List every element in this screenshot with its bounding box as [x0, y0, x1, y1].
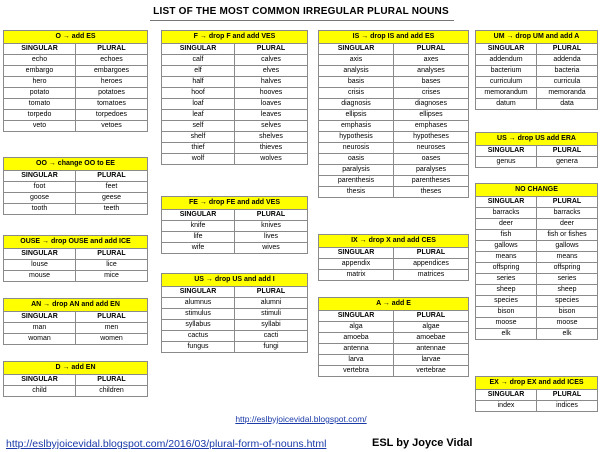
table-row: [162, 320, 308, 331]
singular-cell: wife: [162, 243, 235, 254]
plural-cell: vetoes: [76, 121, 148, 132]
table-row: [476, 252, 598, 263]
table-row: [4, 334, 148, 345]
plural-column-header: PLURAL: [394, 44, 469, 55]
singular-column-header: SINGULAR: [319, 248, 394, 259]
plural-cell: fish or fishes: [537, 230, 598, 241]
singular-cell: fish: [476, 230, 537, 241]
singular-cell: axis: [319, 55, 394, 66]
table-row: [476, 241, 598, 252]
plural-cell: cacti: [235, 331, 308, 342]
plural-cell: potatoes: [76, 88, 148, 99]
table-row: [162, 55, 308, 66]
plural-cell: barracks: [537, 208, 598, 219]
table-row: [476, 329, 598, 340]
table-row: [319, 143, 469, 154]
table-row: [319, 55, 469, 66]
plural-column-header: PLURAL: [76, 375, 148, 386]
table-row: [319, 77, 469, 88]
singular-cell: crisis: [319, 88, 394, 99]
singular-cell: cactus: [162, 331, 235, 342]
rule-header: F → drop F and add VES: [162, 31, 308, 44]
plural-cell: knives: [235, 221, 308, 232]
plural-column-header: PLURAL: [537, 44, 598, 55]
rule-header: AN → drop AN and add EN: [4, 299, 148, 312]
singular-cell: analysis: [319, 66, 394, 77]
table-row: [319, 366, 469, 377]
singular-cell: datum: [476, 99, 537, 110]
singular-column-header: SINGULAR: [319, 311, 394, 322]
plural-cell: offspring: [537, 263, 598, 274]
singular-cell: alga: [319, 322, 394, 333]
rule-header: IX → drop X and add CES: [319, 235, 469, 248]
table-row: [319, 355, 469, 366]
table-row: [319, 110, 469, 121]
singular-cell: parenthesis: [319, 176, 394, 187]
plural-cell: diagnoses: [394, 99, 469, 110]
singular-cell: elk: [476, 329, 537, 340]
table-row: [162, 243, 308, 254]
footer-credit: ESL by Joyce Vidal: [372, 437, 473, 449]
plural-cell: species: [537, 296, 598, 307]
table-row: [319, 259, 469, 270]
rule-header: EX → drop EX and add ICES: [476, 377, 598, 390]
singular-cell: tooth: [4, 204, 76, 215]
table-row: [4, 260, 148, 271]
plural-cell: sheep: [537, 285, 598, 296]
singular-cell: louse: [4, 260, 76, 271]
plural-cell: embargoes: [76, 66, 148, 77]
table-row: [162, 77, 308, 88]
table-row: [476, 230, 598, 241]
table-row: [4, 88, 148, 99]
plural-cell: theses: [394, 187, 469, 198]
singular-cell: hoof: [162, 88, 235, 99]
rule-header: A → add E: [319, 298, 469, 311]
rule-table: [475, 183, 598, 340]
singular-cell: syllabus: [162, 320, 235, 331]
table-row: [476, 318, 598, 329]
plural-cell: algae: [394, 322, 469, 333]
plural-cell: genera: [537, 157, 598, 168]
singular-cell: child: [4, 386, 76, 397]
singular-cell: loaf: [162, 99, 235, 110]
singular-column-header: SINGULAR: [162, 210, 235, 221]
rule-table: [161, 196, 308, 254]
singular-cell: potato: [4, 88, 76, 99]
table-row: [4, 110, 148, 121]
singular-cell: series: [476, 274, 537, 285]
plural-cell: analyses: [394, 66, 469, 77]
plural-cell: axes: [394, 55, 469, 66]
singular-cell: offspring: [476, 263, 537, 274]
rule-table: [3, 235, 148, 282]
singular-cell: curriculum: [476, 77, 537, 88]
plural-cell: appendices: [394, 259, 469, 270]
singular-column-header: SINGULAR: [162, 44, 235, 55]
plural-column-header: PLURAL: [394, 248, 469, 259]
plural-cell: indices: [537, 401, 598, 412]
rule-header: NO CHANGE: [476, 184, 598, 197]
plural-cell: gallows: [537, 241, 598, 252]
table-row: [162, 143, 308, 154]
plural-cell: wives: [235, 243, 308, 254]
singular-cell: emphasis: [319, 121, 394, 132]
plural-cell: curricula: [537, 77, 598, 88]
plural-cell: deer: [537, 219, 598, 230]
table-row: [476, 285, 598, 296]
plural-column-header: PLURAL: [537, 146, 598, 157]
plural-cell: paralyses: [394, 165, 469, 176]
singular-cell: fungus: [162, 342, 235, 353]
plural-column-header: PLURAL: [537, 197, 598, 208]
singular-cell: index: [476, 401, 537, 412]
singular-cell: thesis: [319, 187, 394, 198]
singular-column-header: SINGULAR: [476, 146, 537, 157]
rule-table: [3, 298, 148, 345]
singular-cell: neurosis: [319, 143, 394, 154]
plural-column-header: PLURAL: [76, 171, 148, 182]
singular-cell: appendix: [319, 259, 394, 270]
table-row: [162, 132, 308, 143]
plural-cell: moose: [537, 318, 598, 329]
rule-header: OUSE → drop OUSE and add ICE: [4, 236, 148, 249]
table-row: [162, 331, 308, 342]
blog-link[interactable]: http://eslbyjoicevidal.blogspot.com/: [235, 414, 367, 424]
table-row: [162, 110, 308, 121]
singular-cell: barracks: [476, 208, 537, 219]
singular-cell: mouse: [4, 271, 76, 282]
table-row: [4, 193, 148, 204]
singular-cell: amoeba: [319, 333, 394, 344]
plural-cell: hypotheses: [394, 132, 469, 143]
rule-table: [318, 30, 469, 198]
singular-cell: knife: [162, 221, 235, 232]
singular-cell: moose: [476, 318, 537, 329]
singular-column-header: SINGULAR: [476, 44, 537, 55]
singular-cell: gallows: [476, 241, 537, 252]
table-row: [319, 333, 469, 344]
plural-cell: loaves: [235, 99, 308, 110]
table-row: [162, 99, 308, 110]
plural-cell: series: [537, 274, 598, 285]
table-row: [162, 342, 308, 353]
singular-cell: paralysis: [319, 165, 394, 176]
table-row: [476, 208, 598, 219]
rule-header: IS → drop IS and add ES: [319, 31, 469, 44]
singular-cell: man: [4, 323, 76, 334]
singular-cell: veto: [4, 121, 76, 132]
table-row: [319, 88, 469, 99]
table-row: [476, 66, 598, 77]
singular-cell: stimulus: [162, 309, 235, 320]
plural-cell: data: [537, 99, 598, 110]
table-row: [319, 344, 469, 355]
singular-cell: bison: [476, 307, 537, 318]
singular-column-header: SINGULAR: [162, 287, 235, 298]
singular-column-header: SINGULAR: [319, 44, 394, 55]
plural-cell: teeth: [76, 204, 148, 215]
table-row: [4, 77, 148, 88]
rule-header: UM → drop UM and add A: [476, 31, 598, 44]
singular-cell: hero: [4, 77, 76, 88]
table-row: [319, 165, 469, 176]
rule-header: D → add EN: [4, 362, 148, 375]
singular-cell: woman: [4, 334, 76, 345]
table-row: [4, 121, 148, 132]
plural-cell: addenda: [537, 55, 598, 66]
singular-cell: vertebra: [319, 366, 394, 377]
singular-cell: calf: [162, 55, 235, 66]
footer-link[interactable]: http://eslbyjoicevidal.blogspot.com/2016/03/plural-form-of-nouns.html: [6, 438, 327, 450]
table-row: [4, 66, 148, 77]
table-row: [319, 154, 469, 165]
table-row: [476, 55, 598, 66]
plural-cell: thieves: [235, 143, 308, 154]
plural-column-header: PLURAL: [235, 287, 308, 298]
plural-cell: lice: [76, 260, 148, 271]
table-row: [4, 204, 148, 215]
singular-cell: foot: [4, 182, 76, 193]
singular-cell: hypothesis: [319, 132, 394, 143]
singular-cell: wolf: [162, 154, 235, 165]
plural-cell: elk: [537, 329, 598, 340]
singular-cell: shelf: [162, 132, 235, 143]
plural-column-header: PLURAL: [537, 390, 598, 401]
singular-cell: half: [162, 77, 235, 88]
rule-table: [475, 30, 598, 110]
rule-header: OO → change OO to EE: [4, 158, 148, 171]
rule-table: [3, 30, 148, 132]
plural-column-header: PLURAL: [235, 44, 308, 55]
plural-cell: larvae: [394, 355, 469, 366]
rule-table: [3, 157, 148, 215]
table-row: [476, 274, 598, 285]
plural-column-header: PLURAL: [76, 312, 148, 323]
singular-cell: addendum: [476, 55, 537, 66]
table-row: [476, 401, 598, 412]
table-row: [319, 270, 469, 281]
plural-cell: geese: [76, 193, 148, 204]
singular-cell: torpedo: [4, 110, 76, 121]
plural-cell: men: [76, 323, 148, 334]
plural-cell: women: [76, 334, 148, 345]
singular-cell: larva: [319, 355, 394, 366]
singular-column-header: SINGULAR: [4, 375, 76, 386]
plural-cell: calves: [235, 55, 308, 66]
plural-cell: means: [537, 252, 598, 263]
singular-cell: life: [162, 232, 235, 243]
table-row: [319, 99, 469, 110]
table-row: [319, 121, 469, 132]
singular-cell: deer: [476, 219, 537, 230]
table-row: [4, 323, 148, 334]
singular-cell: genus: [476, 157, 537, 168]
rule-table: [475, 376, 598, 412]
plural-cell: stimuli: [235, 309, 308, 320]
singular-column-header: SINGULAR: [4, 249, 76, 260]
plural-cell: halves: [235, 77, 308, 88]
rule-table: [161, 273, 308, 353]
plural-cell: echoes: [76, 55, 148, 66]
plural-column-header: PLURAL: [76, 44, 148, 55]
rule-table: [318, 297, 469, 377]
table-row: [319, 66, 469, 77]
plural-cell: elves: [235, 66, 308, 77]
plural-cell: feet: [76, 182, 148, 193]
singular-cell: ellipsis: [319, 110, 394, 121]
singular-cell: alumnus: [162, 298, 235, 309]
singular-column-header: SINGULAR: [4, 312, 76, 323]
table-row: [476, 77, 598, 88]
plural-cell: fungi: [235, 342, 308, 353]
table-row: [4, 182, 148, 193]
plural-cell: memoranda: [537, 88, 598, 99]
plural-cell: ellipses: [394, 110, 469, 121]
table-row: [4, 386, 148, 397]
singular-cell: elf: [162, 66, 235, 77]
singular-cell: means: [476, 252, 537, 263]
table-row: [476, 88, 598, 99]
singular-column-header: SINGULAR: [4, 171, 76, 182]
plural-cell: leaves: [235, 110, 308, 121]
table-row: [319, 132, 469, 143]
rule-header: US → drop US and add I: [162, 274, 308, 287]
table-row: [476, 219, 598, 230]
plural-cell: heroes: [76, 77, 148, 88]
singular-cell: embargo: [4, 66, 76, 77]
singular-cell: tomato: [4, 99, 76, 110]
singular-cell: species: [476, 296, 537, 307]
plural-cell: neuroses: [394, 143, 469, 154]
plural-column-header: PLURAL: [235, 210, 308, 221]
table-row: [476, 99, 598, 110]
plural-cell: alumni: [235, 298, 308, 309]
plural-cell: amoebae: [394, 333, 469, 344]
singular-cell: diagnosis: [319, 99, 394, 110]
plural-cell: tomatoes: [76, 99, 148, 110]
table-row: [162, 221, 308, 232]
plural-cell: children: [76, 386, 148, 397]
plural-column-header: PLURAL: [394, 311, 469, 322]
plural-cell: bison: [537, 307, 598, 318]
plural-cell: selves: [235, 121, 308, 132]
table-row: [476, 157, 598, 168]
plural-cell: matrices: [394, 270, 469, 281]
singular-cell: basis: [319, 77, 394, 88]
table-row: [162, 298, 308, 309]
rule-table: [475, 132, 598, 168]
plural-cell: shelves: [235, 132, 308, 143]
singular-column-header: SINGULAR: [476, 197, 537, 208]
plural-cell: parentheses: [394, 176, 469, 187]
rule-table: [161, 30, 308, 165]
table-row: [162, 309, 308, 320]
plural-cell: oases: [394, 154, 469, 165]
plural-column-header: PLURAL: [76, 249, 148, 260]
table-row: [162, 121, 308, 132]
singular-cell: memorandum: [476, 88, 537, 99]
table-row: [162, 232, 308, 243]
table-row: [4, 99, 148, 110]
rule-table: [318, 234, 469, 281]
singular-cell: goose: [4, 193, 76, 204]
singular-cell: leaf: [162, 110, 235, 121]
plural-cell: bacteria: [537, 66, 598, 77]
table-row: [476, 307, 598, 318]
table-row: [162, 66, 308, 77]
table-row: [319, 187, 469, 198]
plural-cell: emphases: [394, 121, 469, 132]
singular-cell: echo: [4, 55, 76, 66]
singular-cell: antenna: [319, 344, 394, 355]
rule-header: US → drop US add ERA: [476, 133, 598, 146]
singular-column-header: SINGULAR: [4, 44, 76, 55]
table-row: [162, 88, 308, 99]
plural-cell: crises: [394, 88, 469, 99]
table-row: [4, 271, 148, 282]
table-row: [162, 154, 308, 165]
plural-cell: hooves: [235, 88, 308, 99]
plural-cell: wolves: [235, 154, 308, 165]
table-row: [319, 176, 469, 187]
page-title: LIST OF THE MOST COMMON IRREGULAR PLURAL NOUNS: [153, 6, 449, 17]
title-underline: [150, 20, 454, 21]
plural-cell: vertebrae: [394, 366, 469, 377]
singular-cell: self: [162, 121, 235, 132]
plural-cell: bases: [394, 77, 469, 88]
singular-cell: matrix: [319, 270, 394, 281]
singular-cell: sheep: [476, 285, 537, 296]
table-row: [4, 55, 148, 66]
plural-cell: torpedoes: [76, 110, 148, 121]
plural-cell: syllabi: [235, 320, 308, 331]
singular-column-header: SINGULAR: [476, 390, 537, 401]
plural-cell: mice: [76, 271, 148, 282]
singular-cell: oasis: [319, 154, 394, 165]
rule-header: FE → drop FE and add VES: [162, 197, 308, 210]
table-row: [476, 263, 598, 274]
rule-table: [3, 361, 148, 397]
table-row: [319, 322, 469, 333]
singular-cell: thief: [162, 143, 235, 154]
rule-header: O → add ES: [4, 31, 148, 44]
plural-cell: antennae: [394, 344, 469, 355]
plural-cell: lives: [235, 232, 308, 243]
table-row: [476, 296, 598, 307]
singular-cell: bacterium: [476, 66, 537, 77]
